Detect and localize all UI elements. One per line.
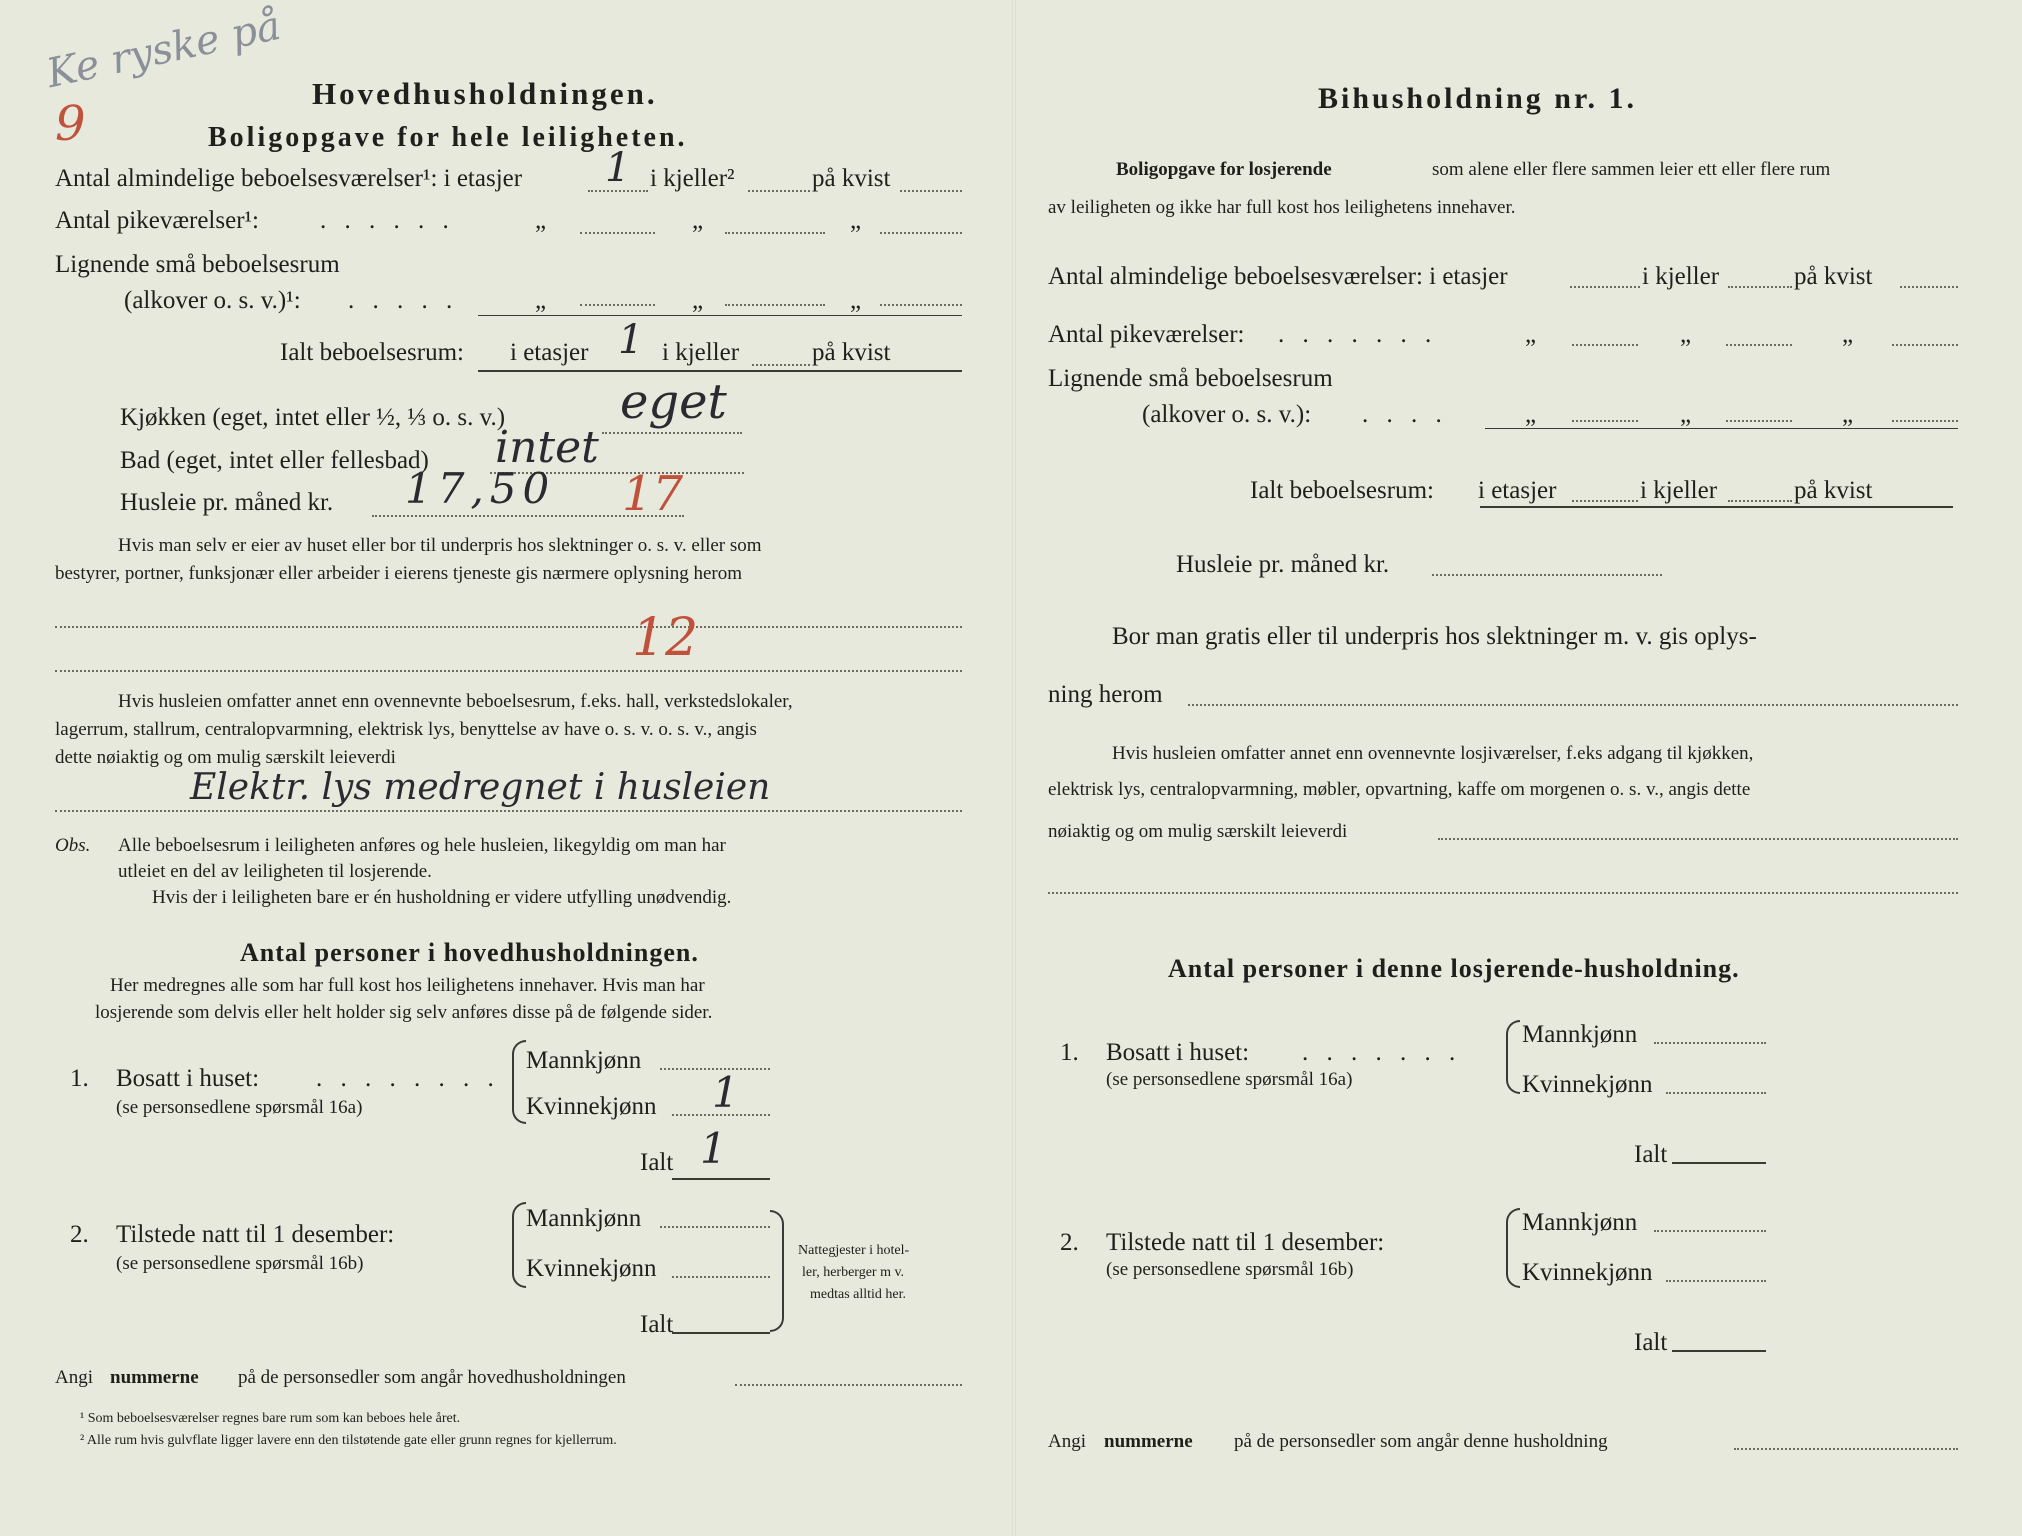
- alcoves-label: (alkover o. s. v.)¹:: [124, 287, 301, 314]
- q2-label: Tilstede natt til 1 desember:: [116, 1221, 395, 1248]
- total-etasjer-value: 1: [618, 317, 644, 363]
- rooms-kvist-label: på kvist: [812, 165, 891, 192]
- q1-female-value: 1: [712, 1068, 739, 1117]
- red-number: 9: [55, 96, 86, 152]
- page-fold: [1012, 0, 1016, 1536]
- q1-total-value: 1: [700, 1124, 727, 1173]
- rent-value: 17,50: [405, 464, 556, 513]
- persons-title: Antal personer i hovedhusholdningen.: [240, 938, 699, 967]
- rooms-kjeller-label: i kjeller²: [650, 165, 735, 192]
- right-rooms-label: Antal almindelige beboelsesværelser: i etasjer: [1048, 263, 1508, 290]
- census-form-page: Ke ryske på 9 Hovedhusholdningen. Boligopgave for hele leiligheten. Antal almindelige beboelsesværelser¹: i etasjer 1 i kjeller² på kvist Antal pikeværelser¹: . . . . . . „ „ „ Lignende små beboelsesrum (alkover o. s. v.)¹: . . . . . „ „ „ Ialt beboelsesrum: i etasjer 1 i kjeller på kvist Kjøkken (eget, intet eller ½, ⅓ o. s. v.) eget Bad (eget, intet eller fellesbad) intet Husleie pr. måned kr. 17,50 17 Hvis man selv er eier av huset eller bor til underpris hos slektninger o. s. v. eller som bestyrer, portner, funksjonær eller arbeider i eierens tjeneste gis nærmere oplysning herom 12 Hvis husleien omfatter annet enn ovennevnte beboelsesrum, f.eks. hall, verkstedslokaler, lagerrum, stallrum, centralopvarmning, elektrisk lys, benyttelse av have o. s. v. o. s. v., angis dette nøiaktig og om mulig særskilt leieverdi Elektr. lys medregnet i husleien Obs. Alle beboelsesrum i leiligheten anføres og hele husleien, likegyldig om man har utleiet en del av leiligheten til losjerende. Hvis der i leiligheten bare er én husholdning er videre utfylling unødvendig. Antal personer i hovedhusholdningen. Her medregnes alle som har full kost hos leilighetens innehaver. Hvis man har losjerende som delvis eller helt holder sig selv anføres disse på de følgende sider. 1. Bosatt i huset: . . . . . . . . (se personsedlene spørsmål 16a) Mannkjønn Kvinnekjønn 1 Ialt 1 2. Tilstede natt til 1 desember: (se personsedlene spørsmål 16b) Mannkjønn Kvinnekjønn Ialt Nattegjester i hotel- ler, herberger m v. medtas alltid her. Angi nummerne på de personsedler som angår hovedhusholdningen ¹ Som beboelsesværelser regnes bare rum som kan beboes hele året. ² Alle rum hvis gulvflate ligger lavere enn den tilstøtende gate eller grunn regnes for kjellerrum. Bihusholdning nr. 1. Boligopgave for losjerende som alene eller flere sammen leier ett eller flere rum av leiligheten og ikke har full kost hos leilighetens innehaver. Antal almindelige beboelsesværelser: i etasjer i kjeller på kvist Antal pikeværelser: . . . . . . . „ „ „ Lignende små beboelsesrum (alkover o. s. v.): . . . . „ „ „ Ialt beboelsesrum: i etasjer i kjeller på kvist Husleie pr. måned kr. Bor man gratis eller til underpris hos slektninger m. v. gis oplys- ning herom Hvis husleien omfatter annet enn ovennevnte losjiværelser, f.eks adgang til kjøkken, elektrisk lys, centralopvarmning, møbler, opvartning, kaffe om morgenen o. s. v., angis dette nøiaktig og om mulig særskilt leieverdi Antal personer i denne losjerende-husholdning. 1. Bosatt i huset: . . . . . . . (se personsedlene spørsmål 16a) Mannkjønn Kvinnekjønn Ialt 2. Tilstede natt til 1 desember: (se personsedlene spørsmål 16b) Mannkjønn Kvinnekjønn Ialt Angi nummerne på de personsedler som angår denne husholdning: [0, 0, 2022, 1536]
- kitchen-label: Kjøkken (eget, intet eller ½, ⅓ o. s. v.): [120, 404, 506, 431]
- total-rooms-label: Ialt beboelsesrum:: [280, 339, 464, 366]
- bath-label: Bad (eget, intet eller fellesbad): [120, 447, 429, 474]
- rooms-label: Antal almindelige beboelsesværelser¹: i etasjer: [55, 165, 523, 192]
- maid-rooms-label: Antal pikeværelser¹:: [55, 207, 259, 234]
- small-rooms-label: Lignende små beboelsesrum: [55, 251, 340, 278]
- bath-value: intet: [495, 422, 599, 473]
- right-persons-title: Antal personer i denne losjerende-husholdning.: [1168, 954, 1740, 983]
- right-rent-label: Husleie pr. måned kr.: [1176, 551, 1390, 578]
- right-title: Bihusholdning nr. 1.: [1318, 82, 1638, 115]
- q1-label: Bosatt i huset:: [116, 1065, 260, 1092]
- pencil-note: Ke ryske på: [42, 2, 285, 98]
- page-subtitle: Boligopgave for hele leiligheten.: [208, 122, 688, 153]
- rooms-etasjer-value: 1: [605, 145, 631, 191]
- extra-value: Elektr. lys medregnet i husleien: [190, 767, 771, 808]
- kitchen-value: eget: [620, 374, 727, 430]
- rent-label: Husleie pr. måned kr.: [120, 489, 334, 516]
- rent-red-value: 17: [622, 466, 684, 522]
- red-mark: 12: [632, 608, 699, 668]
- page-title: Hovedhusholdningen.: [312, 76, 658, 111]
